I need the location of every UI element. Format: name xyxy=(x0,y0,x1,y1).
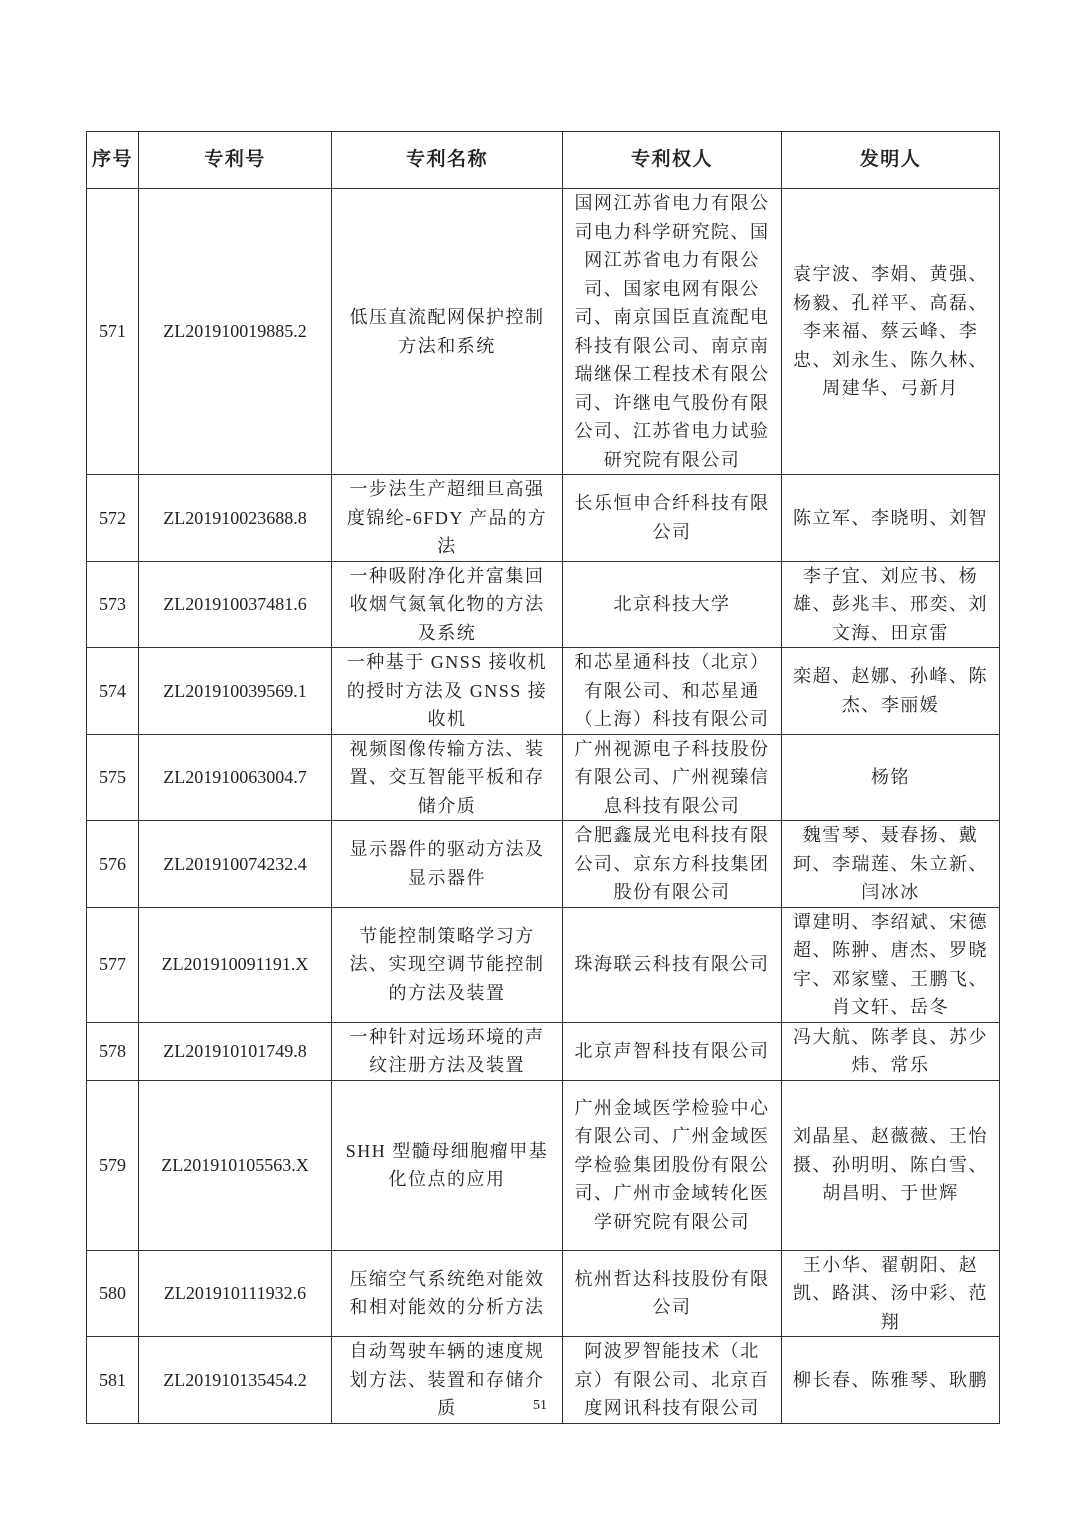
cell-inventor: 谭建明、李绍斌、宋德超、陈翀、唐杰、罗晓宇、邓家璧、王鹏飞、肖文轩、岳冬 xyxy=(782,907,1000,1022)
cell-name: 视频图像传输方法、装置、交互智能平板和存储介质 xyxy=(332,734,563,821)
cell-holder: 合肥鑫晟光电科技有限公司、京东方科技集团股份有限公司 xyxy=(563,821,782,908)
table-row xyxy=(87,1250,1000,1337)
cell-patent-no: ZL201910074232.4 xyxy=(139,821,332,908)
table-row xyxy=(87,648,1000,735)
cell-seq: 576 xyxy=(87,821,139,908)
cell-seq: 571 xyxy=(87,189,139,475)
table-row xyxy=(87,561,1000,648)
cell-name: 一种吸附净化并富集回收烟气氮氧化物的方法及系统 xyxy=(332,561,563,648)
cell-holder: 杭州哲达科技股份有限公司 xyxy=(563,1250,782,1337)
cell-name: 显示器件的驱动方法及显示器件 xyxy=(332,821,563,908)
table-row xyxy=(87,821,1000,908)
table-row xyxy=(87,1022,1000,1080)
table-row xyxy=(87,1080,1000,1250)
cell-inventor: 魏雪琴、聂春扬、戴珂、李瑞莲、朱立新、闫冰冰 xyxy=(782,821,1000,908)
table-row xyxy=(87,475,1000,562)
cell-holder: 长乐恒申合纤科技有限公司 xyxy=(563,475,782,562)
cell-inventor: 袁宇波、李娟、黄强、杨毅、孔祥平、高磊、李来福、蔡云峰、李忠、刘永生、陈久林、周建华、弓新月 xyxy=(782,189,1000,475)
page-number: 51 xyxy=(533,1398,547,1413)
table-header-row xyxy=(87,132,1000,189)
cell-seq: 573 xyxy=(87,561,139,648)
cell-seq: 580 xyxy=(87,1250,139,1337)
header-patent-no: 专利号 xyxy=(139,132,332,189)
cell-holder: 广州金域医学检验中心有限公司、广州金域医学检验集团股份有限公司、广州市金域转化医学研究院有限公司 xyxy=(563,1080,782,1250)
cell-inventor: 刘晶星、赵薇薇、王怡摄、孙明明、陈白雪、胡昌明、于世辉 xyxy=(782,1080,1000,1250)
cell-patent-no: ZL201910111932.6 xyxy=(139,1250,332,1337)
cell-patent-no: ZL201910101749.8 xyxy=(139,1022,332,1080)
cell-patent-no: ZL201910023688.8 xyxy=(139,475,332,562)
cell-seq: 574 xyxy=(87,648,139,735)
cell-name: 节能控制策略学习方法、实现空调节能控制的方法及装置 xyxy=(332,907,563,1022)
cell-patent-no: ZL201910063004.7 xyxy=(139,734,332,821)
table-row xyxy=(87,734,1000,821)
header-inventor: 发明人 xyxy=(782,132,1000,189)
cell-holder: 国网江苏省电力有限公司电力科学研究院、国网江苏省电力有限公司、国家电网有限公司、南京国臣直流配电科技有限公司、南京南瑞继保工程技术有限公司、许继电气股份有限公司、江苏省电力试验研究院有限公司 xyxy=(563,189,782,475)
header-name: 专利名称 xyxy=(332,132,563,189)
cell-holder: 珠海联云科技有限公司 xyxy=(563,907,782,1022)
cell-patent-no: ZL201910135454.2 xyxy=(139,1337,332,1424)
cell-name: SHH 型髓母细胞瘤甲基化位点的应用 xyxy=(332,1080,563,1250)
cell-inventor: 杨铭 xyxy=(782,734,1000,821)
cell-inventor: 李子宜、刘应书、杨雄、彭兆丰、邢奕、刘文海、田京雷 xyxy=(782,561,1000,648)
cell-inventor: 栾超、赵娜、孙峰、陈杰、李丽媛 xyxy=(782,648,1000,735)
cell-name: 自动驾驶车辆的速度规划方法、装置和存储介质 xyxy=(332,1337,563,1424)
header-holder: 专利权人 xyxy=(563,132,782,189)
cell-holder: 和芯星通科技（北京）有限公司、和芯星通（上海）科技有限公司 xyxy=(563,648,782,735)
patent-table xyxy=(86,131,1000,1424)
cell-seq: 572 xyxy=(87,475,139,562)
cell-seq: 578 xyxy=(87,1022,139,1080)
cell-name: 一种针对远场环境的声纹注册方法及装置 xyxy=(332,1022,563,1080)
cell-name: 压缩空气系统绝对能效和相对能效的分析方法 xyxy=(332,1250,563,1337)
cell-inventor: 王小华、翟朝阳、赵凯、路淇、汤中彩、范翔 xyxy=(782,1250,1000,1337)
cell-seq: 581 xyxy=(87,1337,139,1424)
cell-patent-no: ZL201910019885.2 xyxy=(139,189,332,475)
cell-patent-no: ZL201910039569.1 xyxy=(139,648,332,735)
cell-name: 低压直流配网保护控制方法和系统 xyxy=(332,189,563,475)
cell-name: 一种基于 GNSS 接收机的授时方法及 GNSS 接收机 xyxy=(332,648,563,735)
cell-patent-no: ZL201910091191.X xyxy=(139,907,332,1022)
table-row xyxy=(87,189,1000,475)
cell-seq: 577 xyxy=(87,907,139,1022)
cell-name: 一步法生产超细旦高强度锦纶-6FDY 产品的方法 xyxy=(332,475,563,562)
cell-inventor: 陈立军、李晓明、刘智 xyxy=(782,475,1000,562)
cell-patent-no: ZL201910037481.6 xyxy=(139,561,332,648)
cell-seq: 579 xyxy=(87,1080,139,1250)
cell-inventor: 柳长春、陈雅琴、耿鹏 xyxy=(782,1337,1000,1424)
cell-patent-no: ZL201910105563.X xyxy=(139,1080,332,1250)
cell-holder: 阿波罗智能技术（北京）有限公司、北京百度网讯科技有限公司 xyxy=(563,1337,782,1424)
header-seq: 序号 xyxy=(87,132,139,189)
cell-seq: 575 xyxy=(87,734,139,821)
cell-holder: 北京声智科技有限公司 xyxy=(563,1022,782,1080)
cell-holder: 北京科技大学 xyxy=(563,561,782,648)
cell-inventor: 冯大航、陈孝良、苏少炜、常乐 xyxy=(782,1022,1000,1080)
table-row xyxy=(87,907,1000,1022)
cell-holder: 广州视源电子科技股份有限公司、广州视臻信息科技有限公司 xyxy=(563,734,782,821)
